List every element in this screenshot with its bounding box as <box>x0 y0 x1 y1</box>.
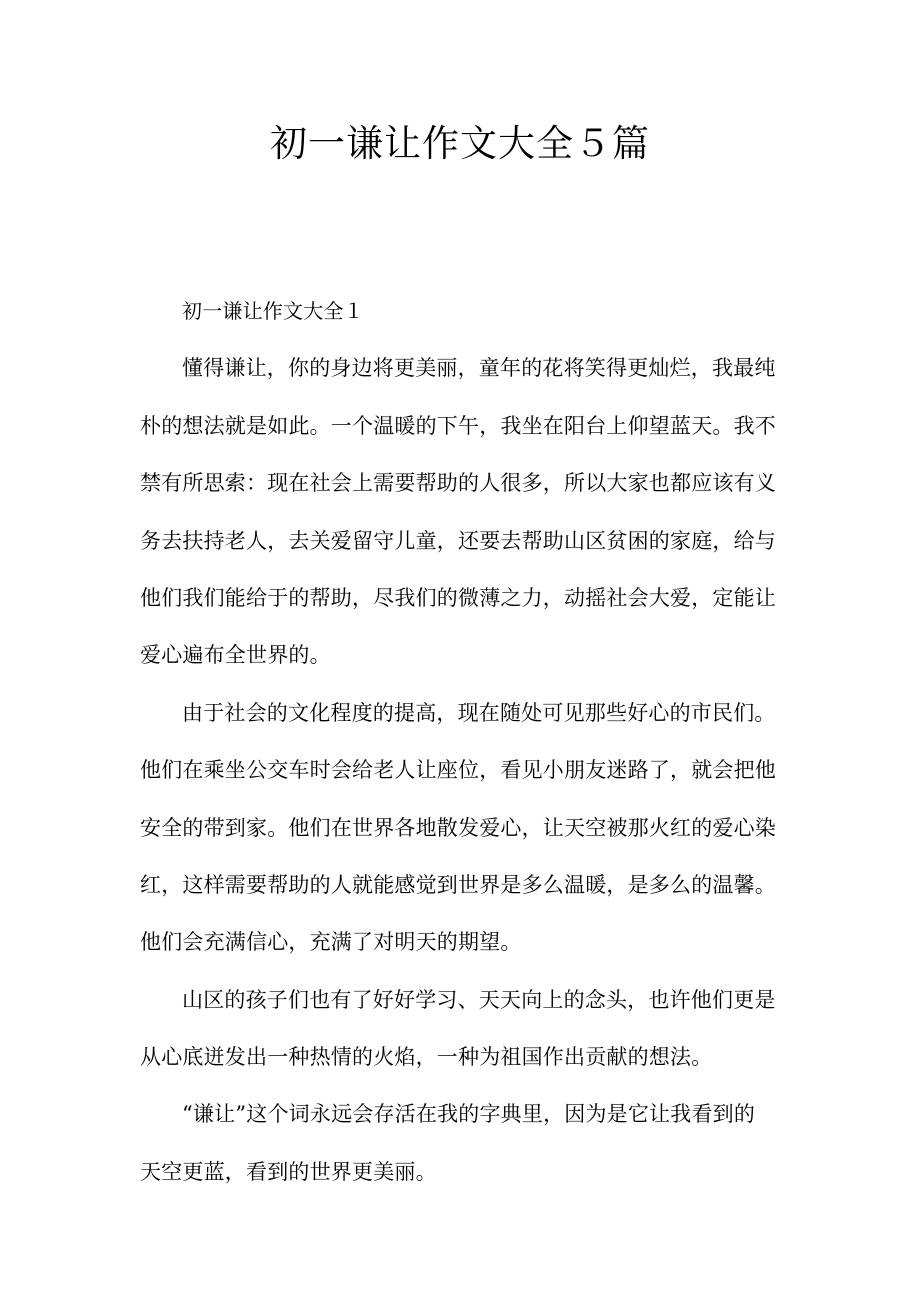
document-title: 初一谦让作文大全５篇 <box>270 122 650 165</box>
paragraph-line: 他们我们能给于的帮助，尽我们的微薄之力，动摇社会大爱，定能让 <box>140 585 776 610</box>
paragraph-line: 天空更蓝，看到的世界更美丽。 <box>140 1159 437 1184</box>
paragraph-line: 他们会充满信心，充满了对明天的期望。 <box>140 930 522 955</box>
document-body <box>140 289 800 1207</box>
paragraph-1 <box>140 346 800 690</box>
paragraph-line: 禁有所思索：现在社会上需要帮助的人很多，所以大家也都应该有义 <box>140 471 776 496</box>
section-heading: 初一谦让作文大全１ <box>182 299 364 323</box>
paragraph-line: 从心底迸发出一种热情的火焰，一种为祖国作出贡献的想法。 <box>140 1045 713 1070</box>
paragraph-line: 红，这样需要帮助的人就能感觉到世界是多么温暖，是多么的温馨。 <box>140 872 776 897</box>
paragraph-line: 安全的带到家。他们在世界各地散发爱心，让天空被那火红的爱心染 <box>140 815 776 840</box>
paragraph-line: 朴的想法就是如此。一个温暖的下午，我坐在阳台上仰望蓝天。我不 <box>140 413 776 438</box>
paragraph-2 <box>140 691 800 978</box>
paragraph-line: 山区的孩子们也有了好好学习、天天向上的念头，也许他们更是 <box>182 987 776 1012</box>
paragraph-line: 懂得谦让，你的身边将更美丽，童年的花将笑得更灿烂，我最纯 <box>182 356 776 381</box>
paragraph-4 <box>140 1092 800 1207</box>
paragraph-line: 由于社会的文化程度的提高，现在随处可见那些好心的市民们。 <box>182 700 776 725</box>
paragraph-line: 他们在乘坐公交车时会给老人让座位，看见小朋友迷路了，就会把他 <box>140 758 776 783</box>
paragraph-line: 务去扶持老人，去关爱留守儿童，还要去帮助山区贫困的家庭，给与 <box>140 528 776 553</box>
paragraph-line: 爱心遍布全世界的。 <box>140 643 331 668</box>
paragraph-line: “谦让”这个词永远会存活在我的字典里，因为是它让我看到的 <box>182 1102 756 1127</box>
paragraph-3 <box>140 978 800 1093</box>
